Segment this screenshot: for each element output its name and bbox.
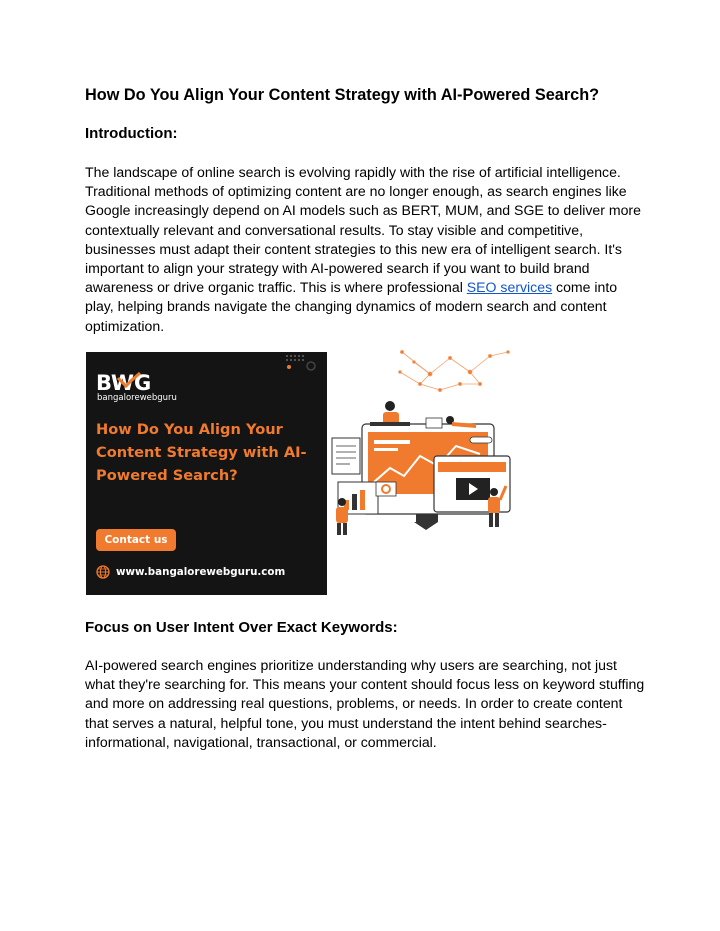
logo-text: BWG: [96, 371, 152, 394]
website-url: www.bangalorewebguru.com: [116, 566, 286, 578]
promo-banner-image: [86, 352, 327, 595]
introduction-heading: Introduction:: [85, 125, 178, 142]
page-title: How Do You Align Your Content Strategy with AI-Powered Search?: [85, 86, 600, 104]
logo-subtext: bangalorewebguru: [97, 393, 177, 403]
seo-team-illustration-icon: [330, 350, 522, 536]
contact-us-button[interactable]: Contact us: [96, 529, 176, 551]
focus-user-intent-heading: Focus on User Intent Over Exact Keywords:: [85, 619, 398, 636]
banner-headline: How Do You Align Your Content Strategy with AI-Powered Search?: [96, 421, 307, 484]
website-row: [96, 565, 285, 579]
decorative-dots-icon: [281, 352, 321, 374]
focus-user-intent-paragraph: AI-powered search engines prioritize understanding why users are searching, not just what they're searching for. This means your content should focus less on keyword stuffing and more on addressing real questions, problems, or needs. In order to create content that serves a natural, helpful tone, you must understand the intent behind searches-informational, navigational, transactional, or commercial.: [85, 657, 645, 750]
introduction-paragraph: [85, 163, 645, 336]
intro-text-start: The landscape of online search is evolving rapidly with the rise of artificial intelligence. Traditional methods of optimizing content are no longer enough, as search engines like Google increasingly depend on AI models such as BERT, MUM, and SGE to deliver more contextually relevant and conversational results. To stay visible and competitive, businesses must adapt their content strategies to this new era of intelligent search. It's important to align your strategy with AI-powered search if you want to build brand awareness or drive organic traffic. This is where professional: [85, 164, 641, 296]
globe-icon: [96, 565, 110, 579]
intro-text-end: come into play, helping brands navigate the changing dynamics of modern search and content optimization.: [85, 279, 618, 334]
seo-services-link[interactable]: SEO services: [466, 279, 553, 296]
bwg-logo-icon: [96, 370, 176, 394]
